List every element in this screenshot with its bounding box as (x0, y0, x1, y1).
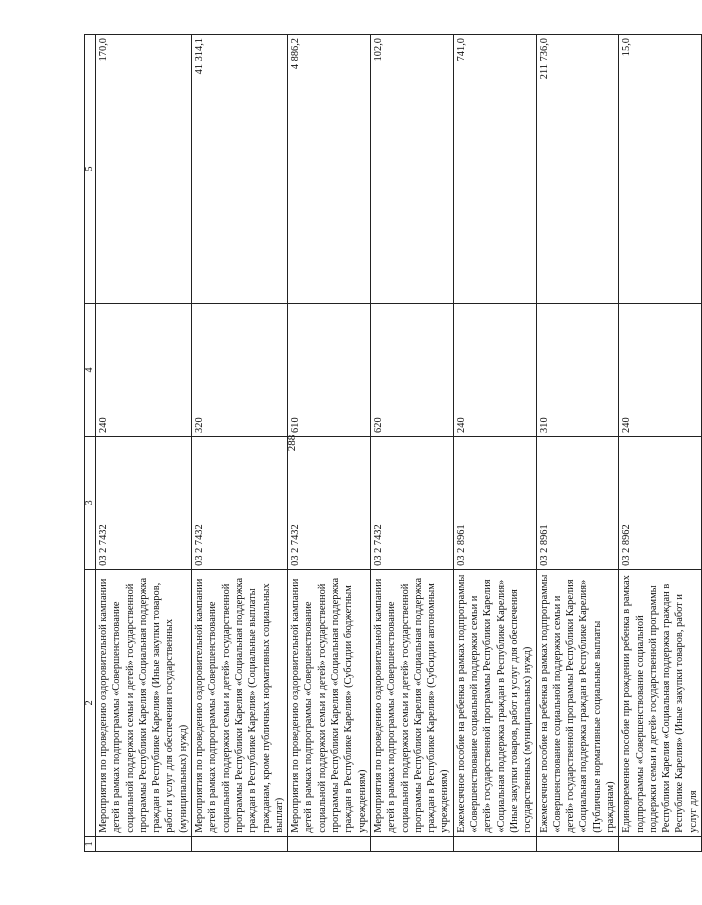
type-cell: 620 (370, 304, 453, 437)
type-cell: 310 (536, 304, 619, 437)
header-col-4: 4 (85, 304, 96, 437)
table-row (453, 35, 536, 852)
code-cell: 03 2 7432 (370, 436, 453, 569)
code-cell: 03 2 7432 (192, 436, 288, 569)
type-cell: 240 (96, 304, 192, 437)
table-row (536, 35, 619, 852)
row-index-cell (536, 836, 619, 851)
code-cell: 03 2 8962 (619, 436, 702, 569)
description-cell: Мероприятия по проведению оздоровительной кампании детей в рамках подпрограммы «Совершенствование социальной поддержки семьи и детей» государственной программы Республики Карелия «Социальная поддержка граждан в Республике Карелия» (Субсидии автономным учреждениям) (370, 569, 453, 836)
header-col-5: 5 (85, 35, 96, 304)
type-cell: 240 (619, 304, 702, 437)
table-header-row (85, 35, 96, 852)
code-cell: 03 2 8961 (453, 436, 536, 569)
code-cell: 03 2 7432 (96, 436, 192, 569)
table-row (619, 35, 702, 852)
header-col-2: 2 (85, 569, 96, 836)
description-cell: Мероприятия по проведению оздоровительной кампании детей в рамках подпрограммы «Совершенствование социальной поддержки семьи и детей» государственной программы Республики Карелия «Социальная поддержка граждан в Республике Карелия» (Социальные выплаты гражданам, кроме публичных нормативных социальных выплат) (192, 569, 288, 836)
row-index-cell (192, 836, 288, 851)
row-index-cell (619, 836, 702, 851)
description-cell: Мероприятия по проведению оздоровительной кампании детей в рамках подпрограммы «Совершенствование социальной поддержки семьи и детей» государственной программы Республики Карелия «Социальная поддержка граждан в Республике Карелия» (Субсидии бюджетным учреждениям) (288, 569, 371, 836)
amount-cell: 102,0 (370, 35, 453, 304)
table-row (96, 35, 192, 852)
type-cell: 320 (192, 304, 288, 437)
row-index-cell (453, 836, 536, 851)
amount-cell: 170,0 (96, 35, 192, 304)
description-cell: Единовременное пособие при рождении ребенка в рамках подпрограммы «Совершенствование социальной поддержки семьи и детей» государственной программы Республики Карелия «Социальная поддержка граждан в Республике Карелия» (Иные закупки товаров, работ и услуг для (619, 569, 702, 836)
row-index-cell (96, 836, 192, 851)
code-cell: 03 2 7432 (288, 436, 371, 569)
table-row (288, 35, 371, 852)
amount-cell: 741,0 (453, 35, 536, 304)
description-cell: Ежемесячное пособие на ребенка в рамках подпрограммы «Совершенствование социальной поддержки семьи и детей» государственной программы Республики Карелия «Социальная поддержка граждан в Республике Карелия» (Публичные нормативные социальные выплаты гражданам) (536, 569, 619, 836)
row-index-cell (288, 836, 371, 851)
row-index-cell (370, 836, 453, 851)
code-cell: 03 2 8961 (536, 436, 619, 569)
description-cell: Ежемесячное пособие на ребенка в рамках подпрограммы «Совершенствование социальной поддержки семьи и детей» государственной программы Республики Карелия «Социальная поддержка граждан в Республике Карелия» (Иные закупки товаров, работ и услуг для обеспечения государственных (муниципальных) нужд) (453, 569, 536, 836)
header-col-1: 1 (85, 836, 96, 851)
amount-cell: 41 314,1 (192, 35, 288, 304)
rotated-table-container (84, 34, 699, 852)
amount-cell: 4 886,2 (288, 35, 371, 304)
amount-cell: 211 736,0 (536, 35, 619, 304)
table-row (192, 35, 288, 852)
type-cell: 610 (288, 304, 371, 437)
header-col-3: 3 (85, 436, 96, 569)
page-number: 288 (286, 434, 298, 452)
description-cell: Мероприятия по проведению оздоровительной кампании детей в рамках подпрограммы «Совершенствование социальной поддержки семьи и детей» государственной программы Республики Карелия «Социальная поддержка граждан в Республике Карелия» (Иные закупки товаров, работ и услуг для обеспечения государственных (муниципальных) нужд) (96, 569, 192, 836)
budget-table (84, 34, 702, 852)
table-row (370, 35, 453, 852)
type-cell: 240 (453, 304, 536, 437)
amount-cell: 15,0 (619, 35, 702, 304)
